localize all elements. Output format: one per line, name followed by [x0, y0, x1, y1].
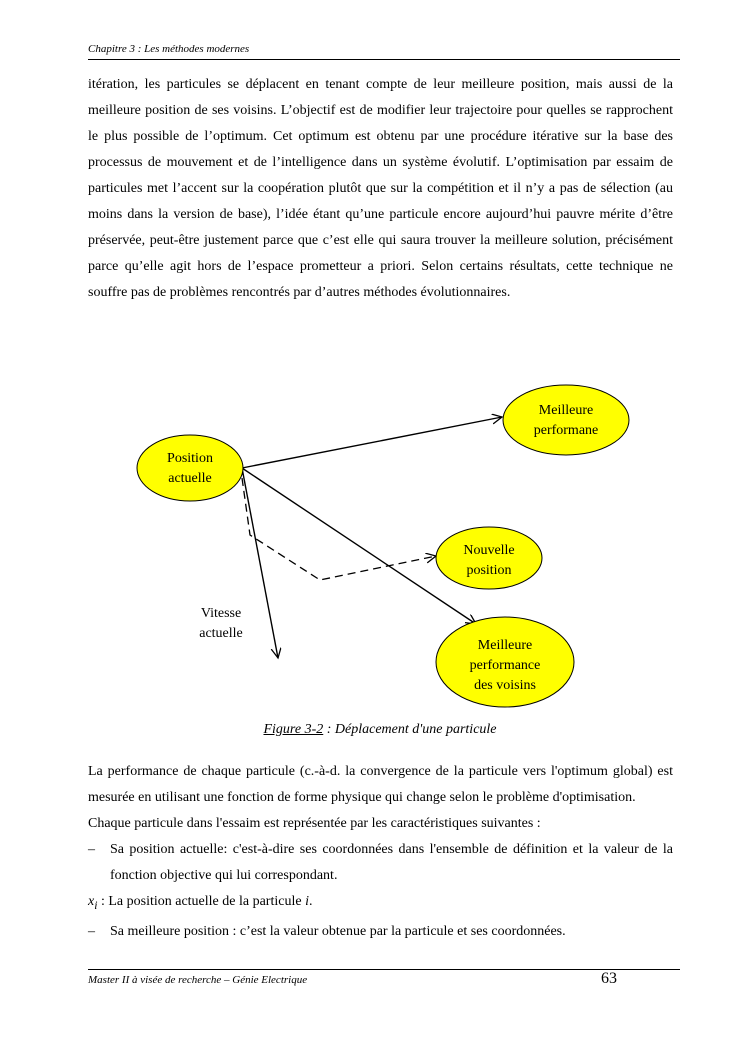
- footer-rule: [88, 969, 680, 970]
- figure-caption: [0, 722, 745, 738]
- paragraph-intro: itération, les particules se déplacent en tenant compte de leur meilleure position, mais aussi de la meilleure position de ses voisins. L’objectif est de modifier leur trajectoire pour quelles se rapprochent le plus possible de l’optimum. Cet optimum est obtenu par une procédure itérative sur la base des processus de mouvement et de l’intelligence dans un système évolutif. L’optimisation par essaim de particules met l’accent sur la coopération plutôt que sur la compétition et il n’y a pas de sélection (au moins dans la version de base), l’idée étant qu’une particule encore aujourd’hui pauvre mérite d’être préservée, peut-être justement parce que c’est elle qui saura trouver la meilleure solution, précisément parce qu’elle agit hors de l’espace prometteur a priori. Selon certains résultats, cette technique ne souffre pas de problèmes rencontrés par d’autres méthodes évolutionnaires.: [88, 77, 673, 300]
- node-current-position-line2: actuelle: [168, 471, 212, 486]
- node-new-position: [436, 527, 542, 589]
- bullet-best-position: [88, 919, 673, 945]
- node-best-performance: [503, 385, 629, 455]
- figure-caption-text: : Déplacement d'une particule: [323, 722, 497, 737]
- bullet-dash: –: [88, 923, 95, 939]
- running-footer: Master II à visée de recherche – Génie Electrique: [88, 974, 308, 986]
- velocity-label-line1: Vitesse: [200, 606, 242, 621]
- paragraph-characteristics: Chaque particule dans l'essaim est représentée par les caractéristiques suivantes :: [88, 816, 541, 831]
- node-neighbors-best-line2: performance: [469, 658, 541, 673]
- bullet-best-position-text: Sa meilleure position : c’est la valeur obtenue par la particule et ses coordonnées.: [110, 923, 566, 939]
- dashed-path-to-new-position: [242, 478, 436, 580]
- node-best-performance-line1: Meilleure: [538, 403, 594, 418]
- var-index: i: [305, 894, 309, 909]
- figure-caption-ref: Figure 3-2: [263, 722, 324, 737]
- node-neighbors-best-line1: Meilleure: [477, 638, 533, 653]
- node-best-performance-line2: performane: [533, 423, 599, 438]
- node-new-position-line2: position: [466, 563, 512, 578]
- var-subscript: i: [94, 898, 98, 912]
- bullet-current-position-text: Sa position actuelle: c'est-à-dire ses coordonnées dans l'ensemble de définition et la valeur de la fonction objective qui lui correspondant.: [110, 842, 673, 883]
- var-text: : La position actuelle de la particule: [97, 894, 306, 909]
- node-new-position-line1: Nouvelle: [463, 543, 515, 558]
- body-lower: [88, 759, 673, 945]
- velocity-label-line2: actuelle: [199, 626, 243, 641]
- var-symbol: x: [88, 894, 95, 909]
- page-number: 63: [601, 970, 617, 987]
- bullet-current-position: [88, 837, 673, 889]
- node-neighbors-best: [436, 617, 574, 707]
- node-current-position: [137, 435, 243, 501]
- arrow-current-velocity: [242, 468, 278, 658]
- arrow-to-best-performance: [242, 417, 502, 468]
- running-header: Chapitre 3 : Les méthodes modernes: [88, 43, 250, 55]
- var-end: .: [308, 894, 313, 909]
- paragraph-performance: La performance de chaque particule (c.-à-d. la convergence de la particule vers l'optimum global) est mesurée en utilisant une fonction de forme physique qui change selon le problème d'optimisation.: [88, 764, 673, 805]
- variable-definition: [88, 889, 673, 919]
- bullet-dash: –: [88, 842, 95, 857]
- node-current-position-line1: Position: [167, 451, 213, 466]
- node-neighbors-best-line3: des voisins: [474, 678, 536, 693]
